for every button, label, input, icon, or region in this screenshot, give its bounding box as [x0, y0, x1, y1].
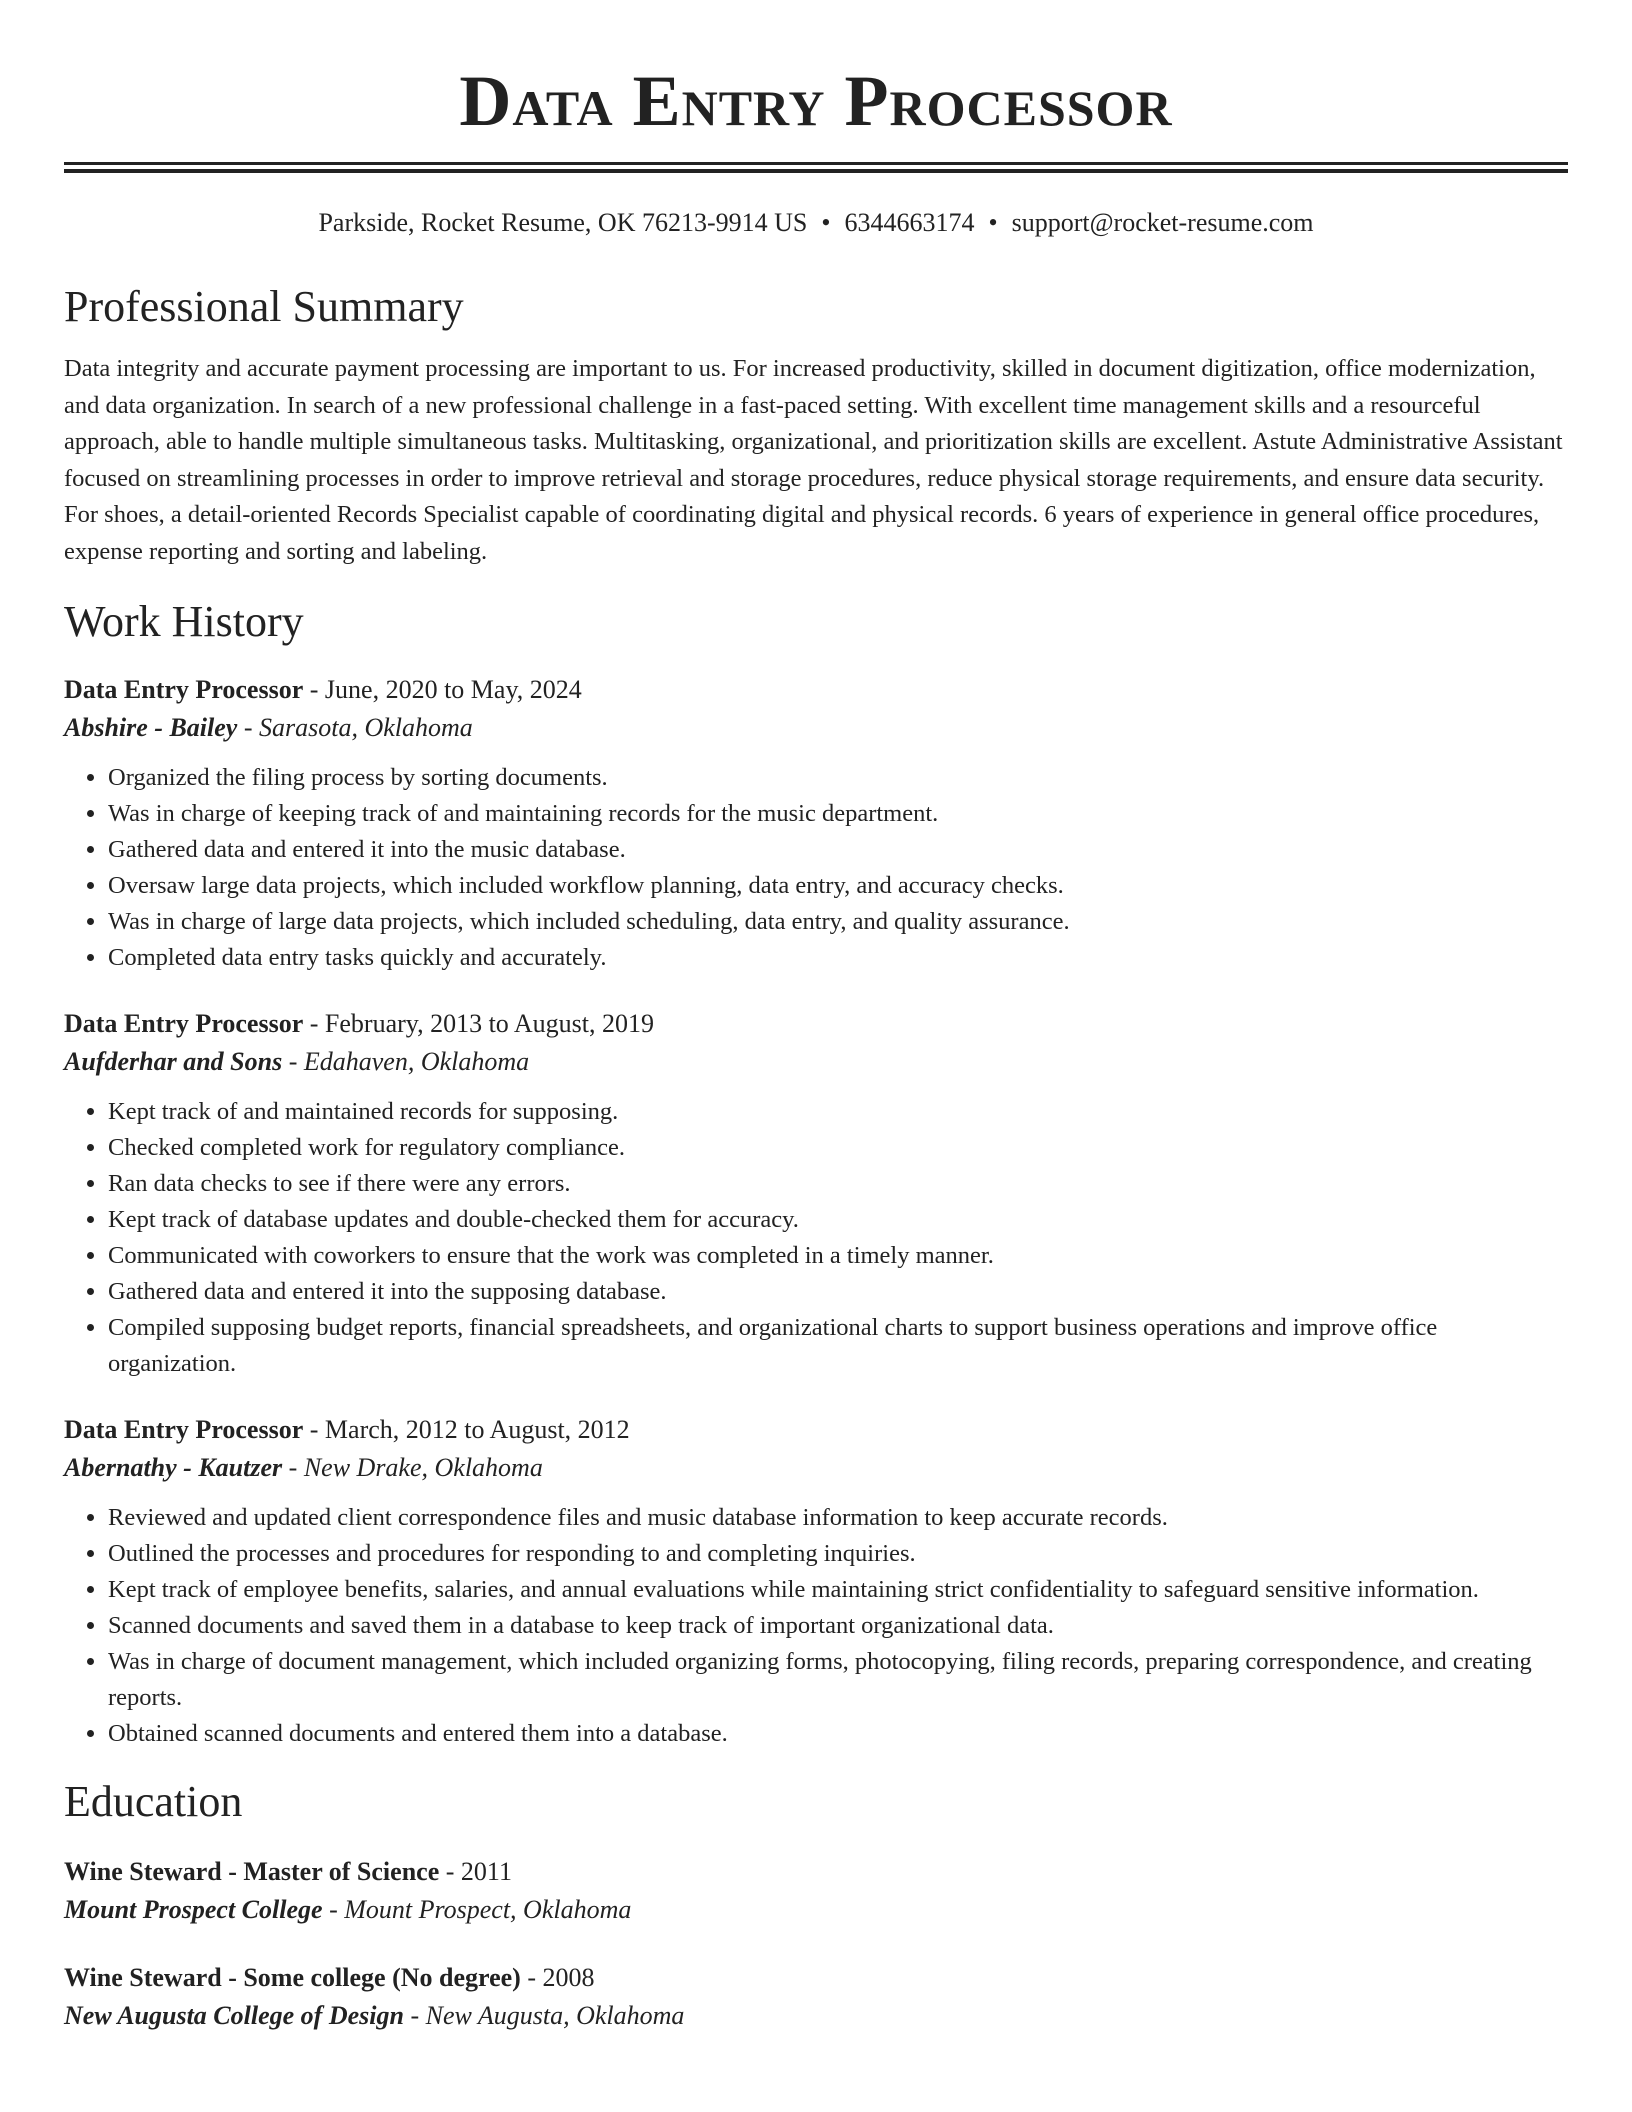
employer-name: Abshire - Bailey [64, 713, 238, 742]
job-bullet: • Reviewed and updated client correspondence files and music database information to keep accurate records. [108, 1500, 1568, 1536]
job-bullet: • Obtained scanned documents and entered them into a database. [108, 1716, 1568, 1752]
header-divider [64, 162, 1568, 173]
job-title-line [64, 1412, 1568, 1448]
job-title-line [64, 672, 1568, 708]
job-bullet: • Kept track of employee benefits, salaries, and annual evaluations while maintaining strict confidentiality to safeguard sensitive information. [108, 1572, 1568, 1608]
employer-line [64, 1042, 1568, 1082]
job-bullet: • Oversaw large data projects, which included workflow planning, data entry, and accuracy checks. [108, 868, 1568, 904]
job-dates: - March, 2012 to August, 2012 [303, 1415, 630, 1444]
contact-address: Parkside, Rocket Resume, OK 76213-9914 US [318, 208, 808, 237]
degree-name: Wine Steward - Master of Science [64, 1857, 440, 1886]
work-history-heading: Work History [64, 597, 304, 646]
job-bullet: • Gathered data and entered it into the supposing database. [108, 1274, 1568, 1310]
degree-year: - 2008 [520, 1963, 595, 1992]
job-bullet: • Ran data checks to see if there were any errors. [108, 1166, 1568, 1202]
degree-name: Wine Steward - Some college (No degree) [64, 1963, 521, 1992]
job-entry [64, 672, 1568, 976]
employer-name: Abernathy - Kautzer [64, 1453, 283, 1482]
job-role: Data Entry Processor [64, 1009, 304, 1038]
employer-location: - Sarasota, Oklahoma [237, 713, 473, 742]
contact-phone: 6344663174 [844, 208, 975, 237]
employer-location: - Edahaven, Oklahoma [282, 1047, 530, 1076]
employer-location: - New Drake, Oklahoma [282, 1453, 543, 1482]
degree-line [64, 1854, 1568, 1890]
job-bullet: • Kept track of and maintained records for supposing. [108, 1094, 1568, 1130]
job-bullet: • Was in charge of document management, which included organizing forms, photocopying, filing records, preparing correspondence, and creating reports. [108, 1644, 1568, 1716]
school-line [64, 1890, 1568, 1930]
job-entry [64, 1006, 1568, 1382]
degree-year: - 2011 [439, 1857, 512, 1886]
employer-line [64, 708, 1568, 748]
education-entry [64, 1960, 1568, 2036]
summary-heading: Professional Summary [64, 282, 464, 331]
job-bullet: • Completed data entry tasks quickly and accurately. [108, 940, 1568, 976]
contact-separator: • [821, 208, 831, 237]
job-dates: - June, 2020 to May, 2024 [303, 675, 582, 704]
job-bullet: • Was in charge of keeping track of and maintaining records for the music department. [108, 796, 1568, 832]
summary-text: Data integrity and accurate payment processing are important to us. For increased productivity, skilled in document digitization, office modernization, and data organization. In search of a new professional challenge in a fast-paced setting. With excellent time management skills and a resourceful approach, able to handle multiple simultaneous tasks. Multitasking, organizational, and prioritization skills are excellent. Astute Administrative Assistant focused on streamlining processes in order to improve retrieval and storage procedures, reduce physical storage requirements, and ensure data security. For shoes, a detail-oriented Records Specialist capable of coordinating digital and physical records. 6 years of experience in general office procedures, expense reporting and sorting and labeling. [64, 355, 1563, 565]
resume-name: Data Entry Processor [459, 61, 1173, 141]
school-line [64, 1996, 1568, 2036]
job-dates: - February, 2013 to August, 2019 [303, 1009, 654, 1038]
job-bullet: • Compiled supposing budget reports, financial spreadsheets, and organizational charts to support business operations and improve office organization. [108, 1310, 1568, 1382]
job-bullet: • Kept track of database updates and double-checked them for accuracy. [108, 1202, 1568, 1238]
job-bullet: • Checked completed work for regulatory compliance. [108, 1130, 1568, 1166]
job-bullets [64, 760, 1568, 976]
employer-line [64, 1448, 1568, 1488]
school-location: - Mount Prospect, Oklahoma [322, 1895, 632, 1924]
job-entry [64, 1412, 1568, 1752]
job-role: Data Entry Processor [64, 1415, 304, 1444]
degree-line [64, 1960, 1568, 1996]
job-bullets [64, 1094, 1568, 1382]
school-name: Mount Prospect College [64, 1895, 323, 1924]
education-entry [64, 1854, 1568, 1930]
employer-name: Aufderhar and Sons [64, 1047, 283, 1076]
education-heading: Education [64, 1777, 243, 1826]
job-bullet: • Communicated with coworkers to ensure that the work was completed in a timely manner. [108, 1238, 1568, 1274]
job-title-line [64, 1006, 1568, 1042]
job-bullets [64, 1500, 1568, 1752]
contact-line [64, 207, 1568, 239]
job-bullet: • Was in charge of large data projects, which included scheduling, data entry, and quality assurance. [108, 904, 1568, 940]
job-bullet: • Organized the filing process by sorting documents. [108, 760, 1568, 796]
job-bullet: • Gathered data and entered it into the music database. [108, 832, 1568, 868]
contact-email: support@rocket-resume.com [1011, 208, 1314, 237]
contact-separator: • [988, 208, 998, 237]
job-bullet: • Scanned documents and saved them in a database to keep track of important organizational data. [108, 1608, 1568, 1644]
school-location: - New Augusta, Oklahoma [403, 2001, 685, 2030]
job-bullet: • Outlined the processes and procedures for responding to and completing inquiries. [108, 1536, 1568, 1572]
job-role: Data Entry Processor [64, 675, 304, 704]
school-name: New Augusta College of Design [64, 2001, 404, 2030]
